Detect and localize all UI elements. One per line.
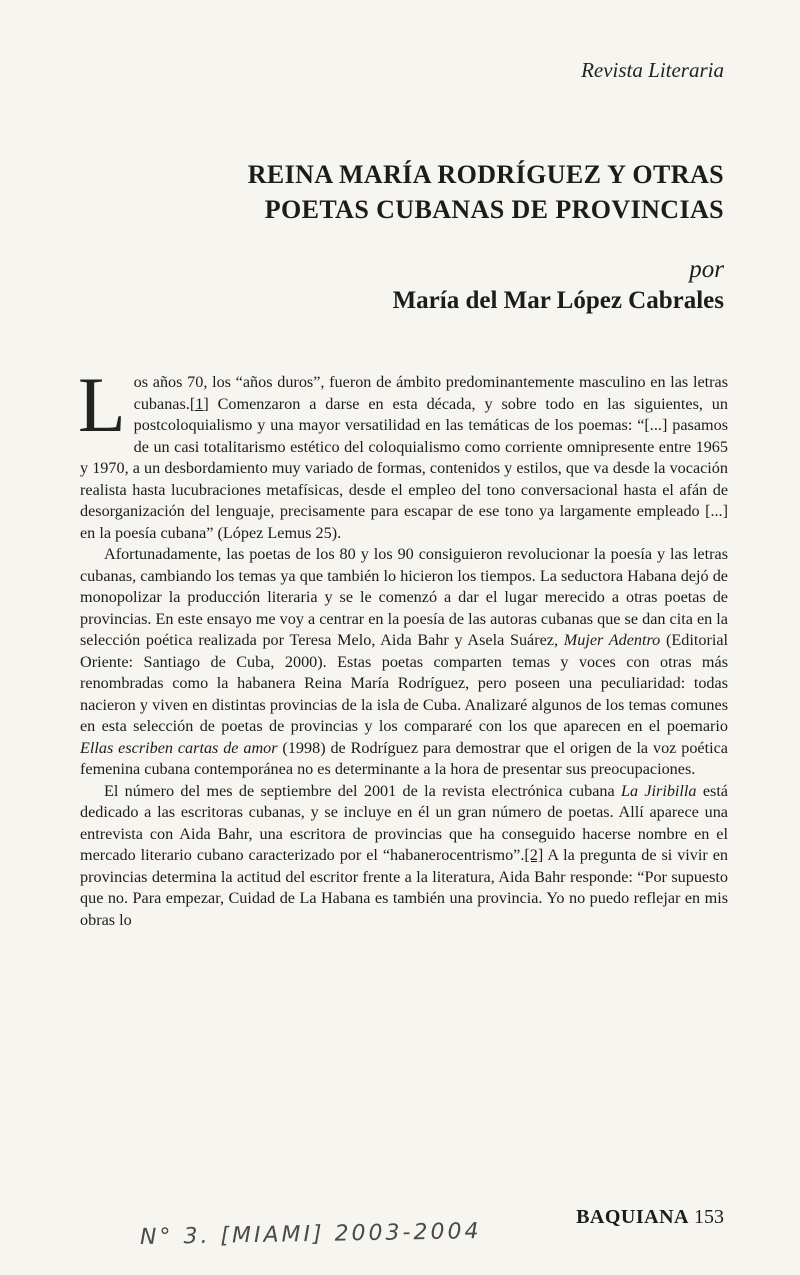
journal-name: BAQUIANA [576,1206,689,1228]
author-name: María del Mar López Cabrales [392,287,724,314]
byline-por: por [689,256,724,283]
footnote-link-1[interactable]: [1] [189,394,209,413]
handwritten-annotation: N° 3. [MIAMI] 2003-2004 [139,1219,482,1250]
paragraph-2-text-c: (1998) de Rodríguez para demostrar que el origen de la voz poética femenina cubana contemporánea no es determinante a la hora de presentar sus preocupaciones. [80,738,728,778]
title-line-1: REINA MARÍA RODRÍGUEZ Y OTRAS [247,160,724,189]
book-title-ellas-escriben: Ellas escriben cartas de amor [80,738,278,757]
page-footer [576,1206,724,1229]
book-title-mujer-adentro: Mujer Adentro [563,631,661,649]
paragraph-1-text-b: Comenzaron a darse en esta década, y sobre todo en las siguientes, un postcoloquialismo y una mayor versatilidad en las temáticas de los poemas: “[...] pasamos de un casi totalitarismo estético del coloquialismo como corriente omnipresente entre 1965 y 1970, a un desbordamiento muy variado de formas, contenidos y estilos, que va desde la vocación realista hasta lucubraciones metafísicas, desde el empleo del tono conversacional hasta el afán de desorganización del lenguaje, precisamente para escapar de ese tono ya largamente empleado [...] en la poesía cubana” (López Lemus 25). [80,394,728,542]
article-body [78,361,729,931]
drop-cap: L [78,361,126,448]
paragraph-2-text-a: Afortunadamente, las poetas de los 80 y los 90 consiguieron revolucionar la poesía y las letras cubanas, cambiando los temas ya que también lo hicieron los tiempos. La seductora Habana dejó de monopolizar la producción literaria y se le comenzó a dar el lugar merecido a otras poetas de provincias. En este ensayo me voy a centrar en la poesía de las autoras cubanas que se dan cita en la selección poética realizada por Teresa Melo, Aida Bahr y Asela Suárez, [80,545,728,649]
paragraph-1 [78,361,728,544]
title-line-2: POETAS CUBANAS DE PROVINCIAS [264,195,724,224]
running-head: Revista Literaria [581,58,724,82]
paragraph-2-text-b: (Editorial Oriente: Santiago de Cuba, 2000). Estas poetas comparten temas y voces con otras más renombradas como la habanera Reina María Rodríguez, pero poseen una peculiaridad: todas nacieron y viven en distintas provincias de la isla de Cuba. Analizaré algunos de los temas comunes en esta selección de poetas de provincias y los compararé con los que aparecen en el poemario [80,631,729,735]
paragraph-3 [80,781,728,932]
magazine-title-jiribilla: La Jiribilla [620,781,697,800]
paragraph-1-text-a: os años 70, los “años duros”, fueron de ámbito predominantemente masculino en las letras cubanas. [133,373,728,413]
paragraph-2 [80,544,728,781]
page-number: 153 [694,1206,724,1228]
paragraph-3-text-c: A la pregunta de si vivir en provincias determina la actitud del escritor frente a la literatura, Aida Bahr responde: “Por supuesto que no. Para empezar, Cuidad de La Habana es también una provincia. Yo no puedo reflejar en mis obras lo [80,846,728,929]
paragraph-3-text-b: está dedicado a las escritoras cubanas, y se incluye en él un gran número de poetas. Allí aparece una entrevista con Aida Bahr, una escritora de provincias que ha conseguido hacerse nombre en el mercado literario cubano caracterizado por el “habanerocentrismo”. [80,781,728,864]
paragraph-3-text-a: El número del mes de septiembre del 2001 de la revista electrónica cubana [104,781,621,800]
footnote-link-2[interactable]: [2] [524,846,544,864]
article-title [160,157,724,227]
